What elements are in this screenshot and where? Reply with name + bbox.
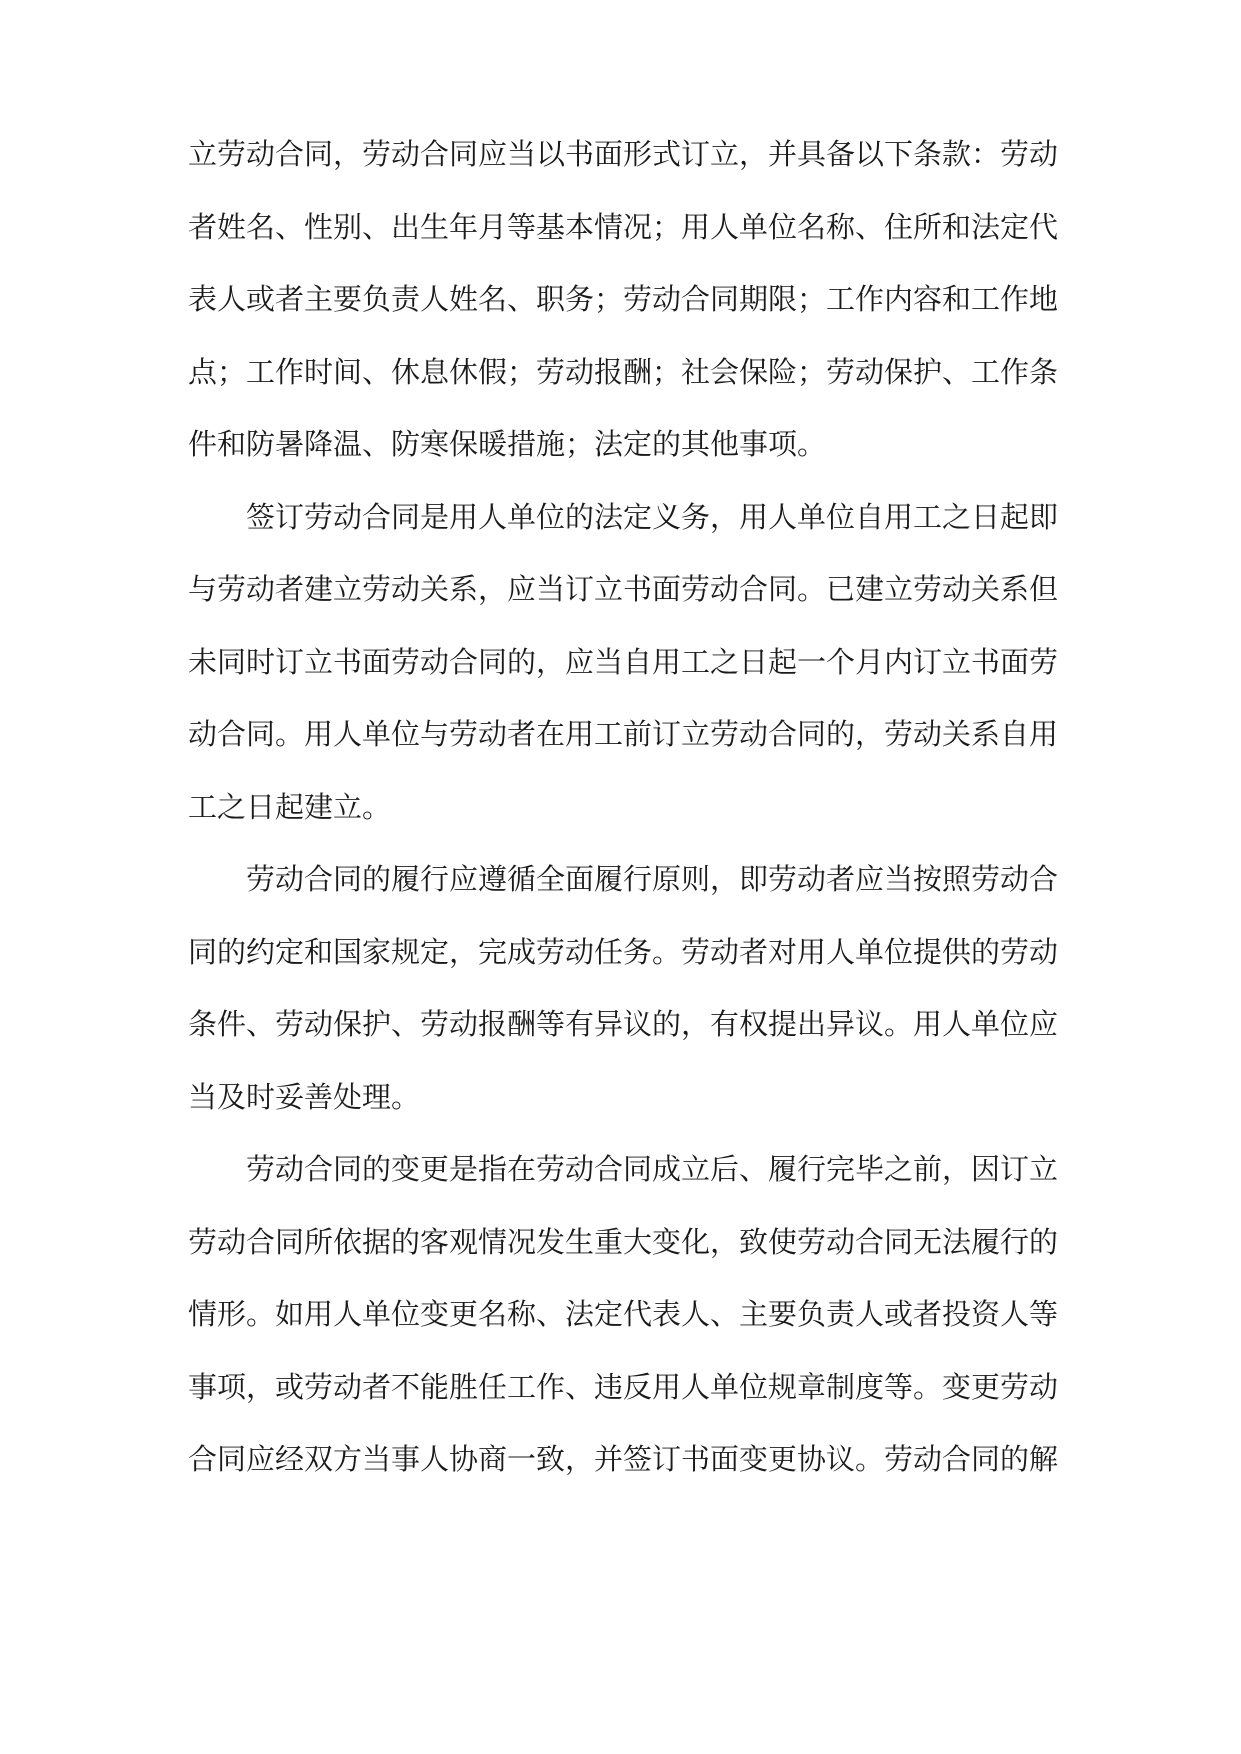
text-line: 合同应经双方当事人协商一致，并签订书面变更协议。劳动合同的解 [188,1442,1059,1476]
text-line: 条件、劳动保护、劳动报酬等有异议的，有权提出异议。用人单位应 [188,1007,1059,1041]
text-line: 劳动合同所依据的客观情况发生重大变化，致使劳动合同无法履行的 [188,1224,1059,1259]
text-line: 事项，或劳动者不能胜任工作、违反用人单位规章制度等。变更劳动 [188,1369,1059,1404]
paragraph [188,481,1059,844]
paragraph [188,1133,1059,1496]
text-line: 工之日起建立。 [188,789,392,824]
text-line: 动合同。用人单位与劳动者在用工前订立劳动合同的，劳动关系自用 [188,717,1059,751]
text-line: 劳动合同的履行应遵循全面履行原则，即劳动者应当按照劳动合 [246,862,1059,896]
paragraph [188,118,1059,481]
text-line: 当及时妥善处理。 [188,1079,421,1114]
text-line: 点；工作时间、休息休假；劳动报酬；社会保险；劳动保护、工作条 [188,354,1059,389]
text-line: 未同时订立书面劳动合同的，应当自用工之日起一个月内订立书面劳 [188,644,1059,679]
text-line: 立劳动合同，劳动合同应当以书面形式订立，并具备以下条款：劳动 [188,137,1059,171]
text-line: 与劳动者建立劳动关系，应当订立书面劳动合同。已建立劳动关系但 [188,572,1059,606]
text-line: 签订劳动合同是用人单位的法定义务，用人单位自用工之日起即 [246,499,1059,534]
paragraph [188,843,1059,1133]
text-line: 件和防暑降温、防寒保暖措施；法定的其他事项。 [188,427,827,461]
text-line: 表人或者主要负责人姓名、职务；劳动合同期限；工作内容和工作地 [188,282,1059,316]
text-line: 劳动合同的变更是指在劳动合同成立后、履行完毕之前，因订立 [246,1152,1059,1186]
text-line: 情形。如用人单位变更名称、法定代表人、主要负责人或者投资人等 [188,1297,1059,1331]
text-line: 者姓名、性别、出生年月等基本情况；用人单位名称、住所和法定代 [188,209,1059,244]
text-line: 同的约定和国家规定，完成劳动任务。劳动者对用人单位提供的劳动 [188,934,1059,969]
document-body [188,118,1059,1496]
